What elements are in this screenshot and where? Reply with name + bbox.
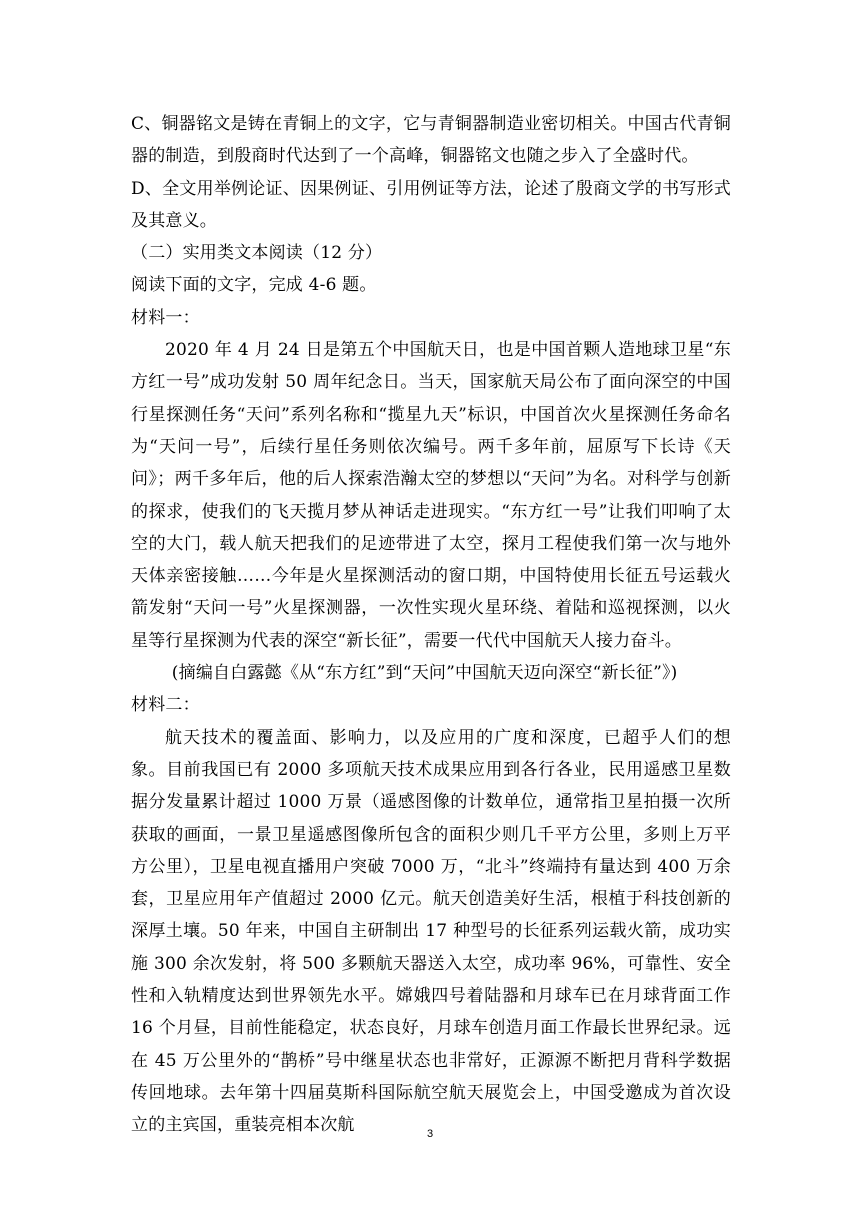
material-two-body: 航天技术的覆盖面、影响力，以及应用的广度和深度，已超乎人们的想象。目前我国已有 2000 多项航天技术成果应用到各行各业，民用遥感卫星数据分发量累计超过 1000 万景（遥感图像的计数单位，通常指卫星拍摄一次所获取的画面，一景卫星遥感图像所包含的面积少则几千平方公里，多则上万平方公里），卫星电视直播用户突破 7000 万，“北斗”终端持有量达到 400 万余套，卫星应用年产值超过 2000 亿元。航天创造美好生活，根植于科技创新的深厚土壤。50 年来，中国自主研制出 17 种型号的长征系列运载火箭，成功实施 300 余次发射，将 500 多颗航天器送入太空，成功率 96%，可靠性、安全性和入轨精度达到世界领先水平。嫦娥四号着陆器和月球车已在月球背面工作 16 个月昼，目前性能稳定，状态良好，月球车创造月面工作最长世界纪录。远在 45 万公里外的“鹊桥”号中继星状态也非常好，正源源不断把月背科学数据传回地球。去年第十四届莫斯科国际航空航天展览会上，中国受邀成为首次设立的主宾国，重装亮相本次航 xyxy=(131,727,731,1136)
material-one-body: 2020 年 4 月 24 日是第五个中国航天日，也是中国首颗人造地球卫星“东方红一号”成功发射 50 周年纪念日。当天，国家航天局公布了面向深空的中国行星探测任务“天问”系列名称和“揽星九天”标识，中国首次火星探测任务命名为“天问一号”，后续行星任务则依次编号。两千多年前，屈原写下长诗《天问》；两千多年后，他的后人探索浩瀚太空的梦想以“天问”为名。对科学与创新的探求，使我们的飞天揽月梦从神话走进现实。“东方红一号”让我们叩响了太空的大门，载人航天把我们的足迹带进了太空，探月工程使我们第一次与地外天体亲密接触……今年是火星探测活动的窗口期，中国特使用长征五号运载火箭发射“天问一号”火星探测器，一次性实现火星环绕、着陆和巡视探测，以火星等行星探测为代表的深空“新长征”，需要一代代中国航天人接力奋斗。 xyxy=(131,340,731,651)
page-content xyxy=(131,108,731,1142)
option-c: C、铜器铭文是铸在青铜上的文字，它与青铜器制造业密切相关。中国古代青铜器的制造，到殷商时代达到了一个高峰，铜器铭文也随之步入了全盛时代。 xyxy=(131,114,731,167)
material-one-label: 材料一： xyxy=(131,307,200,328)
section-heading: （二）实用类文本阅读（12 分） xyxy=(131,243,383,264)
material-two-label: 材料二： xyxy=(131,695,200,716)
page-number: 3 xyxy=(426,1128,434,1140)
material-one-source: (摘编自白露懿《从“东方红”到“天问”中国航天迈向深空“新长征”》) xyxy=(171,663,678,684)
section-instruction: 阅读下面的文字，完成 4-6 题。 xyxy=(131,275,377,296)
option-d: D、全文用举例论证、因果例证、引用例证等方法，论述了殷商文学的书写形式及其意义。 xyxy=(131,178,731,231)
